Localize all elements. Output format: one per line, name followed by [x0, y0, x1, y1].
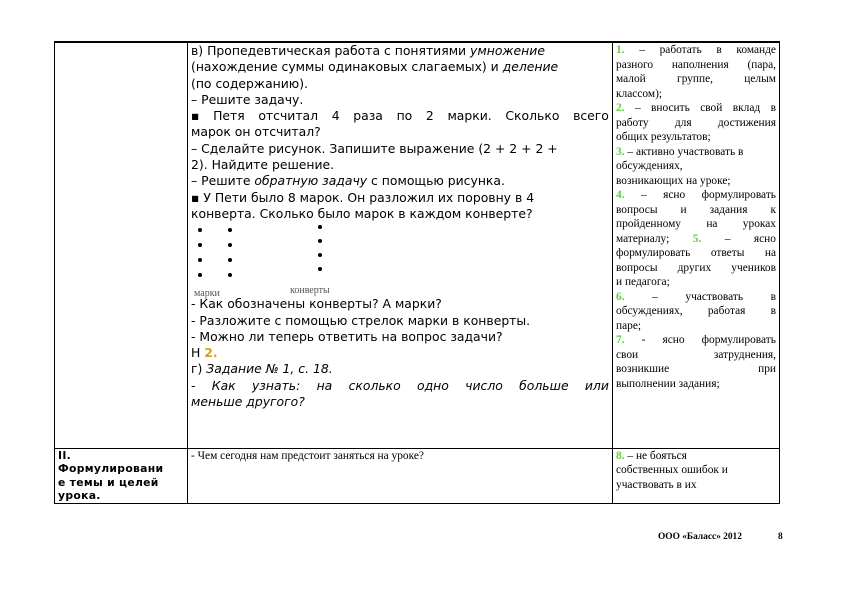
text-line: 2). Найдите решение. — [191, 157, 335, 173]
stage-title-line: урока. — [58, 489, 101, 502]
outcome-line: и педагога; — [616, 276, 670, 288]
text-line: - Чем сегодня нам предстоит заняться на уроке? — [191, 449, 424, 462]
outcome-line: работу для достижения — [616, 116, 776, 129]
text-line: - Как обозначены конверты? А марки? — [191, 296, 442, 312]
text-line: (нахождение суммы одинаковых слагаемых) и деление — [191, 59, 559, 75]
text-line: – Решите задачу. — [191, 91, 304, 107]
outcome-line: вопросы других учеников — [616, 261, 776, 274]
outcome-line: разного наполнения (пара, — [616, 58, 776, 71]
table-row — [55, 42, 780, 448]
page-number: 8 — [778, 532, 783, 542]
outcome-line: формулировать ответы на — [616, 247, 776, 259]
stamps-envelopes-drawing — [191, 224, 609, 300]
page-footer — [658, 532, 798, 542]
outcome-line: 7. - ясно формулировать — [616, 334, 776, 346]
outcome-line: возникшие при — [616, 363, 776, 375]
stamp-dot — [198, 258, 202, 262]
outcome-line: общих результатов; — [616, 131, 711, 143]
outcome-line: 3. – активно участвовать в — [616, 145, 744, 158]
text-line: ▪ У Пети было 8 марок. Он разложил их поровну в 4 — [191, 189, 535, 205]
envelope-dot — [318, 225, 322, 229]
stage-title-line: е темы и целей — [58, 475, 159, 489]
stamp-dot — [228, 228, 232, 232]
outcome-line: 8. – не бояться — [616, 449, 687, 462]
stage-cell — [55, 448, 188, 503]
outcome-line: участвовать в их — [616, 478, 697, 491]
text-line: г) Задание № 1, с. 18. — [191, 361, 333, 377]
outcome-line: материалу; 5. – ясно — [616, 232, 776, 245]
outcome-line: обсуждениях, работая в — [616, 305, 776, 317]
stamp-dot — [198, 228, 202, 232]
lesson-table — [54, 41, 780, 504]
envelopes-label: конверты — [290, 285, 330, 297]
text-line: Н 2. — [191, 345, 218, 361]
outcome-line: 4. – ясно формулировать — [616, 189, 776, 201]
outcome-line: 6. – участвовать в — [616, 290, 776, 303]
outcome-line: собственных ошибок и — [616, 464, 728, 476]
outcome-line: малой группе, целым — [616, 73, 776, 85]
text-line: – Решите обратную задачу с помощью рисунка. — [191, 173, 505, 189]
outcomes-cell — [613, 42, 780, 448]
text-line: в) Пропедевтическая работа с понятиями умножение — [191, 43, 545, 58]
stamps-label: марки — [194, 288, 220, 300]
outcomes-cell — [613, 448, 780, 503]
question-line: - Как узнать: на сколько одно число больше или — [191, 377, 609, 393]
text-line: - Разложите с помощью стрелок марки в конверты. — [191, 312, 531, 328]
text-line: – Сделайте рисунок. Запишите выражение (2 + 2 + 2 + — [191, 140, 558, 156]
task-line: ▪ Петя отсчитал 4 раза по 2 марки. Сколько всего — [191, 108, 609, 124]
footer-company: ООО «Баласс» 2012 — [658, 532, 742, 542]
envelope-dot — [318, 239, 322, 243]
stamp-dot — [228, 258, 232, 262]
outcome-line: паре; — [616, 319, 642, 332]
outcome-line: 1. – работать в команде — [616, 44, 776, 56]
activity-cell — [188, 448, 613, 503]
text-line: меньше другого? — [191, 394, 305, 410]
stamp-dot — [198, 243, 202, 247]
text-line: конверта. Сколько было марок в каждом конверте? — [191, 205, 533, 221]
outcome-line: свои затруднения, — [616, 348, 776, 361]
outcome-line: вопросы и задания к — [616, 203, 776, 216]
outcome-line: классом); — [616, 87, 663, 100]
text-line: - Можно ли теперь ответить на вопрос задачи? — [191, 328, 503, 344]
text-line: марок он отсчитал? — [191, 124, 321, 140]
stamp-dot — [228, 273, 232, 277]
stage-number: II. — [58, 448, 72, 462]
envelope-dot — [318, 253, 322, 257]
envelope-dot — [318, 267, 322, 271]
stamp-dot — [198, 273, 202, 277]
stamp-dot — [228, 243, 232, 247]
stage-cell — [55, 42, 188, 448]
table-row — [55, 448, 780, 503]
outcome-line: пройденному на уроках — [616, 218, 776, 230]
stage-title-line: Формулировани — [58, 462, 164, 475]
outcome-line: обсуждениях, — [616, 160, 683, 172]
text-line: (по содержанию). — [191, 75, 309, 91]
outcome-line: 2. – вносить свой вклад в — [616, 102, 776, 114]
outcome-line: выполнении задания; — [616, 377, 720, 390]
outcome-line: возникающих на уроке; — [616, 174, 731, 187]
activity-cell — [188, 42, 613, 448]
